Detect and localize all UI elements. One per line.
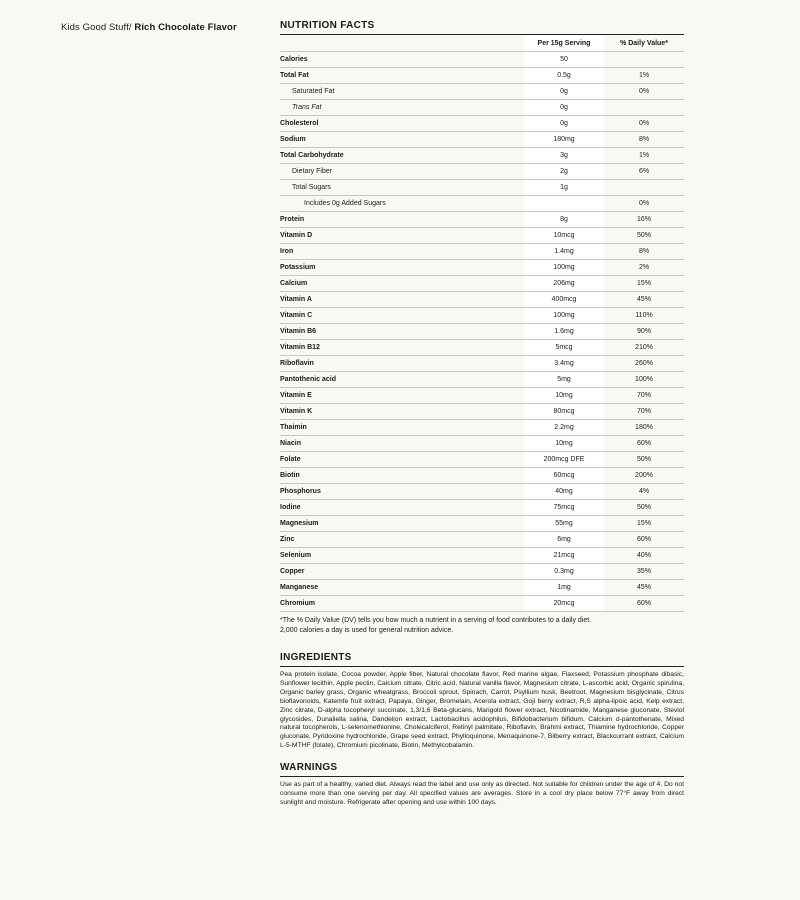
nutrient-name: Protein [280, 212, 524, 228]
nutrient-name: Calcium [280, 276, 524, 292]
nutrient-name: Magnesium [280, 516, 524, 532]
nutrient-amount: 0.3mg [524, 564, 604, 580]
nutrient-amount: 0g [524, 116, 604, 132]
nutrient-name: Dietary Fiber [280, 164, 524, 180]
nutrient-name: Calories [280, 52, 524, 68]
header-blank-cell [280, 35, 524, 52]
nutrient-amount: 5mg [524, 372, 604, 388]
nutrient-amount: 10mg [524, 388, 604, 404]
nutrient-name: Total Fat [280, 68, 524, 84]
nutrient-name: Sodium [280, 132, 524, 148]
nutrient-name: Vitamin K [280, 404, 524, 420]
nutrient-amount: 75mcg [524, 500, 604, 516]
nutrient-row [280, 164, 684, 180]
warnings-section [280, 762, 684, 808]
nutrient-amount: 5mcg [524, 340, 604, 356]
nutrient-amount: 55mg [524, 516, 604, 532]
nutrient-amount: 50 [524, 52, 604, 68]
nutrition-facts-title: NUTRITION FACTS [280, 20, 684, 35]
nutrient-row [280, 532, 684, 548]
nutrient-daily-value: 50% [604, 452, 684, 468]
nutrition-table-header [280, 35, 684, 52]
nutrient-name: Folate [280, 452, 524, 468]
ingredients-section [280, 652, 684, 751]
nutrient-amount: 200mcg DFE [524, 452, 604, 468]
nutrient-amount: 0g [524, 84, 604, 100]
nutrient-daily-value: 15% [604, 516, 684, 532]
nutrient-daily-value: 35% [604, 564, 684, 580]
brand-name: Kids Good Stuff/ [61, 22, 135, 33]
nutrient-daily-value: 0% [604, 84, 684, 100]
nutrient-daily-value: 260% [604, 356, 684, 372]
nutrient-row [280, 340, 684, 356]
nutrient-row [280, 180, 684, 196]
nutrient-daily-value: 8% [604, 244, 684, 260]
nutrient-row [280, 404, 684, 420]
nutrient-name: Riboflavin [280, 356, 524, 372]
nutrient-name: Pantothenic acid [280, 372, 524, 388]
nutrient-daily-value: 70% [604, 388, 684, 404]
nutrient-daily-value [604, 180, 684, 196]
nutrient-amount: 0g [524, 100, 604, 116]
nutrient-name: Vitamin C [280, 308, 524, 324]
nutrient-daily-value: 1% [604, 68, 684, 84]
nutrient-row [280, 372, 684, 388]
nutrient-row [280, 228, 684, 244]
nutrient-amount: 8g [524, 212, 604, 228]
nutrient-daily-value: 90% [604, 324, 684, 340]
nutrient-row [280, 196, 684, 212]
daily-value-footnote [280, 616, 684, 635]
nutrient-daily-value: 2% [604, 260, 684, 276]
nutrient-row [280, 484, 684, 500]
nutrient-amount: 400mcg [524, 292, 604, 308]
nutrient-row [280, 420, 684, 436]
nutrient-amount: 3g [524, 148, 604, 164]
nutrient-daily-value [604, 100, 684, 116]
nutrient-row [280, 500, 684, 516]
nutrient-name: Thaimin [280, 420, 524, 436]
nutrient-row [280, 452, 684, 468]
nutrient-amount: 80mcg [524, 404, 604, 420]
nutrient-name: Manganese [280, 580, 524, 596]
nutrient-row [280, 276, 684, 292]
nutrient-name: Saturated Fat [280, 84, 524, 100]
nutrient-daily-value: 4% [604, 484, 684, 500]
nutrient-row [280, 548, 684, 564]
nutrient-amount: 21mcg [524, 548, 604, 564]
nutrient-name: Zinc [280, 532, 524, 548]
nutrient-name: Potassium [280, 260, 524, 276]
nutrient-daily-value: 100% [604, 372, 684, 388]
nutrient-amount: 60mcg [524, 468, 604, 484]
nutrient-row [280, 132, 684, 148]
nutrient-daily-value: 110% [604, 308, 684, 324]
nutrient-name: Biotin [280, 468, 524, 484]
nutrient-row [280, 68, 684, 84]
nutrient-daily-value: 50% [604, 500, 684, 516]
nutrient-name: Total Carbohydrate [280, 148, 524, 164]
nutrient-row [280, 116, 684, 132]
nutrient-amount: 20mcg [524, 596, 604, 612]
nutrient-daily-value: 6% [604, 164, 684, 180]
nutrient-amount [524, 196, 604, 212]
nutrient-daily-value: 70% [604, 404, 684, 420]
nutrient-row [280, 580, 684, 596]
nutrient-row [280, 84, 684, 100]
nutrient-name: Cholesterol [280, 116, 524, 132]
flavor-name: Rich Chocolate Flavor [134, 22, 237, 33]
nutrient-row [280, 516, 684, 532]
nutrient-amount: 10mg [524, 436, 604, 452]
nutrient-amount: 1g [524, 180, 604, 196]
nutrient-amount: 2g [524, 164, 604, 180]
nutrient-row [280, 52, 684, 68]
nutrient-row [280, 436, 684, 452]
ingredients-text: Pea protein isolate, Cocoa powder, Apple fiber, Natural chocolate flavor, Red marine algae, Flaxseed, Potassium phosphate dibasic, Sunflower lecithin, Apple pectin, Calcium citrate, Citric acid, Natural vanilla flavor, Magnesium citrate, L-ascorbic acid, Organic spirulina, Organic barley grass, Organic wheatgrass, Broccoli sprout, Spinach, Carrot, Psyllium husk, Beetroot, Magnesium bisglycinate, Citrus bioflavonoids, Katemfe fruit extract, Papaya, Ginger, Bromelain, Acerola extract, Goji berry extract, R,S alpha-lipoic acid, Kelp extract, Zinc citrate, D-alpha tocopheryl succinate, 1,3/1,6 Beta-glucans, Marigold flower extract, Nicotinamide, Manganese gluconate, Steviol glycosides, Dunaliella salina, Dandelion extract, Lactobacillus acidophilus, Bifidobacterium bifidum, Calcium d-pantothenate, Mixed natural tocopherols, L-selenomethionine, Cholecalciferol, Retinyl palmitate, Riboflavin, Brahmi extract, Thiamine hydrochloride, Copper gluconate, Pyridoxine hydrochloride, Grape seed extract, Phylloquinone, Menaquinone-7, Bilberry extract, Blackcurrant extract, Calcium L-5-MTHF (folate), Chromium picolinate, Biotin, Methylcobalamin. [280, 671, 684, 750]
nutrient-name: Total Sugars [280, 180, 524, 196]
nutrient-name: Vitamin D [280, 228, 524, 244]
nutrient-row [280, 148, 684, 164]
nutrient-daily-value: 60% [604, 532, 684, 548]
nutrient-amount: 6mg [524, 532, 604, 548]
nutrient-daily-value: 40% [604, 548, 684, 564]
warnings-title: WARNINGS [280, 762, 684, 777]
nutrient-daily-value: 15% [604, 276, 684, 292]
product-title [61, 22, 237, 33]
nutrient-name: Vitamin A [280, 292, 524, 308]
nutrient-name: Includes 0g Added Sugars [280, 196, 524, 212]
nutrient-row [280, 292, 684, 308]
nutrient-amount: 0.5g [524, 68, 604, 84]
nutrient-name: Niacin [280, 436, 524, 452]
nutrient-amount: 2.2mg [524, 420, 604, 436]
nutrient-daily-value: 60% [604, 436, 684, 452]
nutrient-row [280, 468, 684, 484]
nutrient-daily-value: 200% [604, 468, 684, 484]
nutrition-table [280, 35, 684, 612]
nutrient-amount: 3.4mg [524, 356, 604, 372]
nutrient-amount: 1.6mg [524, 324, 604, 340]
nutrient-daily-value: 50% [604, 228, 684, 244]
nutrient-amount: 180mg [524, 132, 604, 148]
nutrient-amount: 1.4mg [524, 244, 604, 260]
nutrient-daily-value: 1% [604, 148, 684, 164]
nutrient-daily-value: 8% [604, 132, 684, 148]
nutrient-row [280, 564, 684, 580]
nutrient-amount: 1mg [524, 580, 604, 596]
serving-column-header: Per 15g Serving [524, 35, 604, 52]
footnote-line-2: 2,000 calories a day is used for general nutrition advice. [280, 626, 454, 634]
footnote-line-1: *The % Daily Value (DV) tells you how much a nutrient in a serving of food contributes to a daily diet. [280, 617, 592, 624]
nutrient-amount: 40mg [524, 484, 604, 500]
nutrient-daily-value: 180% [604, 420, 684, 436]
nutrient-row [280, 244, 684, 260]
nutrient-name: Iodine [280, 500, 524, 516]
nutrient-daily-value: 45% [604, 580, 684, 596]
nutrient-name: Trans Fat [280, 100, 524, 116]
nutrient-amount: 206mg [524, 276, 604, 292]
nutrient-row [280, 100, 684, 116]
nutrient-row [280, 260, 684, 276]
nutrient-row [280, 596, 684, 612]
nutrient-name: Iron [280, 244, 524, 260]
ingredients-title: INGREDIENTS [280, 652, 684, 667]
nutrient-daily-value: 60% [604, 596, 684, 612]
nutrient-row [280, 356, 684, 372]
nutrient-name: Vitamin B6 [280, 324, 524, 340]
nutrient-row [280, 388, 684, 404]
nutrient-row [280, 308, 684, 324]
nutrient-name: Copper [280, 564, 524, 580]
nutrient-daily-value: 0% [604, 196, 684, 212]
nutrient-name: Phosphorus [280, 484, 524, 500]
nutrient-daily-value: 45% [604, 292, 684, 308]
nutrient-amount: 10mcg [524, 228, 604, 244]
nutrient-name: Vitamin E [280, 388, 524, 404]
nutrient-name: Chromium [280, 596, 524, 612]
nutrient-daily-value: 210% [604, 340, 684, 356]
nutrient-name: Vitamin B12 [280, 340, 524, 356]
nutrition-facts-panel [280, 20, 684, 635]
daily-value-column-header: % Daily Value* [604, 35, 684, 52]
nutrient-daily-value [604, 52, 684, 68]
nutrient-row [280, 212, 684, 228]
nutrient-row [280, 324, 684, 340]
nutrient-name: Selenium [280, 548, 524, 564]
nutrient-daily-value: 16% [604, 212, 684, 228]
warnings-text: Use as part of a healthy, varied diet. Always read the label and use only as directed. Not suitable for children under the age of 4. Do not consume more than one serving per day. All specified values are averages. Store in a cool dry place below 77°F away from direct sunlight and moisture. Refrigerate after opening and use within 100 days. [280, 781, 684, 806]
nutrient-amount: 100mg [524, 260, 604, 276]
nutrient-amount: 100mg [524, 308, 604, 324]
nutrient-daily-value: 0% [604, 116, 684, 132]
